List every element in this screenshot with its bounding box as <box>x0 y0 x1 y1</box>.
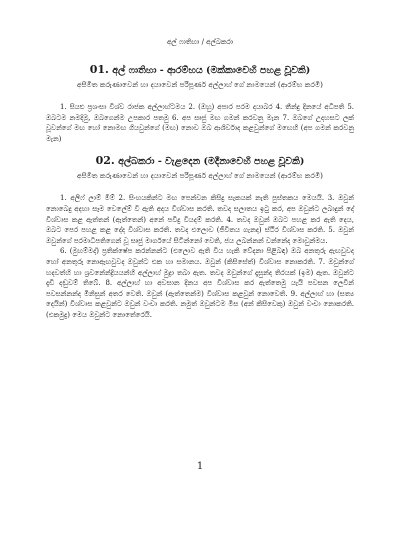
section-number: 01. <box>89 63 109 76</box>
body-paragraph: 1. අලිෆ් ලාම් මීම් 2. සිංහයකින්ට මඟ පෙන්වන කිසිදු සැකයක් නැති පුස්තකය මෙයයි. 3. ඔවුන් නොබෙදු අදහා සෑම වෙලේම් වී ඇති අදය විශ්වාස කරති. තවද සලාතය ඉටු කර, අප ඔවුන්ට ලබාදුන් දේ විශ්වාස කළ ඇත්තන් (ඇත්තෙන්) අනේ පවිදු වියදම් කරති. 4. තවද ඔවුන් ඔබට පහළ කර ඇති දෙය, ඔබට පෙර පහළ කළ දේද විශ්වාස කරති. තවද එලොව (ජීවිතය ගැනද) ස්ථිර විශ්වාස කරති. 5. ඔවුන් ඔවුන්ගේ පරමාධිපතිගෙන් වූ සෘජු මාර්ගයේ සිටින්නෝ වෙති, ජය ලබන්නන් වන්නේද මොවුන්මය. <box>46 194 354 245</box>
body-paragraph: 6. (මුහම්මද්) ප්‍රතික්ෂේප කරන්නන්ට (එලොව ඇති විය හැකි වේදනා පිළිබඳ) ඔබ අනතුරු ඇඟවුවද හෝ අනතුරු නොඇඟවුවද ඔවුන්ට එක හා සමානය. ඔවුන් (කිසිසේත්) විශ්වාස නොකරති. 7. ඔවුන්ගේ හදවත්හි හා ශ්‍රවනේන්ද්‍රියයන්හි අල්ලාහ් මුද්‍රා තබා ඇත. තවද ඔවුන්ගේ දෑසුන්ද තිරයක් (ඉම) ඇත. ඔවුන්ට දැඩි දඬුවම් තිබේ. 8. අල්ලාහ් හා අවසාන දිනය අප විශ්වාස කර ඇත්තෙමු යැයි පවසන ලෙවින් පවසන්නන්ද මිනිසුන් අතර වෙති. ඔවුන් (ඇත්තෙන්ම) විශ්වාස කළවුන් නොවෙති. 9. අල්ලාහ් හා (සත්‍ය දෙයින්) විශ්වාස කළවුන්ට ඔවුන් වංචා කරති. නමුත් ඔවුන්ටම මිස (අන් කිසිවෙකු) ඔවුන් වංචා නොකරති. (එකමුදු) මෙය ඔවුන්ට නොතේරෙයි. <box>46 247 354 319</box>
page-number: 1 <box>196 461 204 472</box>
section-subtitle: අසීමිත කරුණාවෙන් හා දයාවෙන් පරිපූර්ණ අල්ලාහ් ගේ නාමයෙන් (ආරම්භ කරමි) <box>77 80 323 89</box>
section-subtitle: අසීමිත කරුණාවෙන් හා දයාවෙන් පරිපූර්ණ අල්ලාහ් ගේ නාමයෙන් (ආරම්භ කරමි) <box>77 171 323 181</box>
section-title <box>46 154 354 167</box>
section-title <box>46 63 354 76</box>
body-paragraph: 1. සියළු ප්‍රශංසා විශ්ව රාජක අල්ලාහ්ටමය 2. (ඔහු) අපාර පරම දයාබර 4. තීන්දු දිනයේ අධිපති 5. ඔබටම නමදිමු, ඔබගෙන්ම උපකාර පතමු 6. අප සෘජු මඟ ගමන් කරවනු මැන 7. ඔබගේ උදහසට ලක් වූවන්ගේ මඟ හෝ නොමඟ ගියවුන්ගේ (මඟ) නොව ඔබ ආශිර්වාද කළවුන්ගේ මඟෙහි (අප ගමන් කරවනු මැන) <box>46 103 354 143</box>
section-title-text: අල්බකරා - වැළදෙන (මදීනාවෙහි පහළ වූවකි) <box>118 156 305 168</box>
section-number: 02. <box>95 154 115 168</box>
section-title-text: අල් ෆාතිහා - ආරම්භය (මක්කාවෙහි පහළ වූවකි) <box>112 65 311 76</box>
section-al-fatiha <box>46 63 354 144</box>
section-al-baqara <box>46 154 354 320</box>
page-header: අල් ෆාතිහා / අල්බකරා <box>166 38 234 46</box>
